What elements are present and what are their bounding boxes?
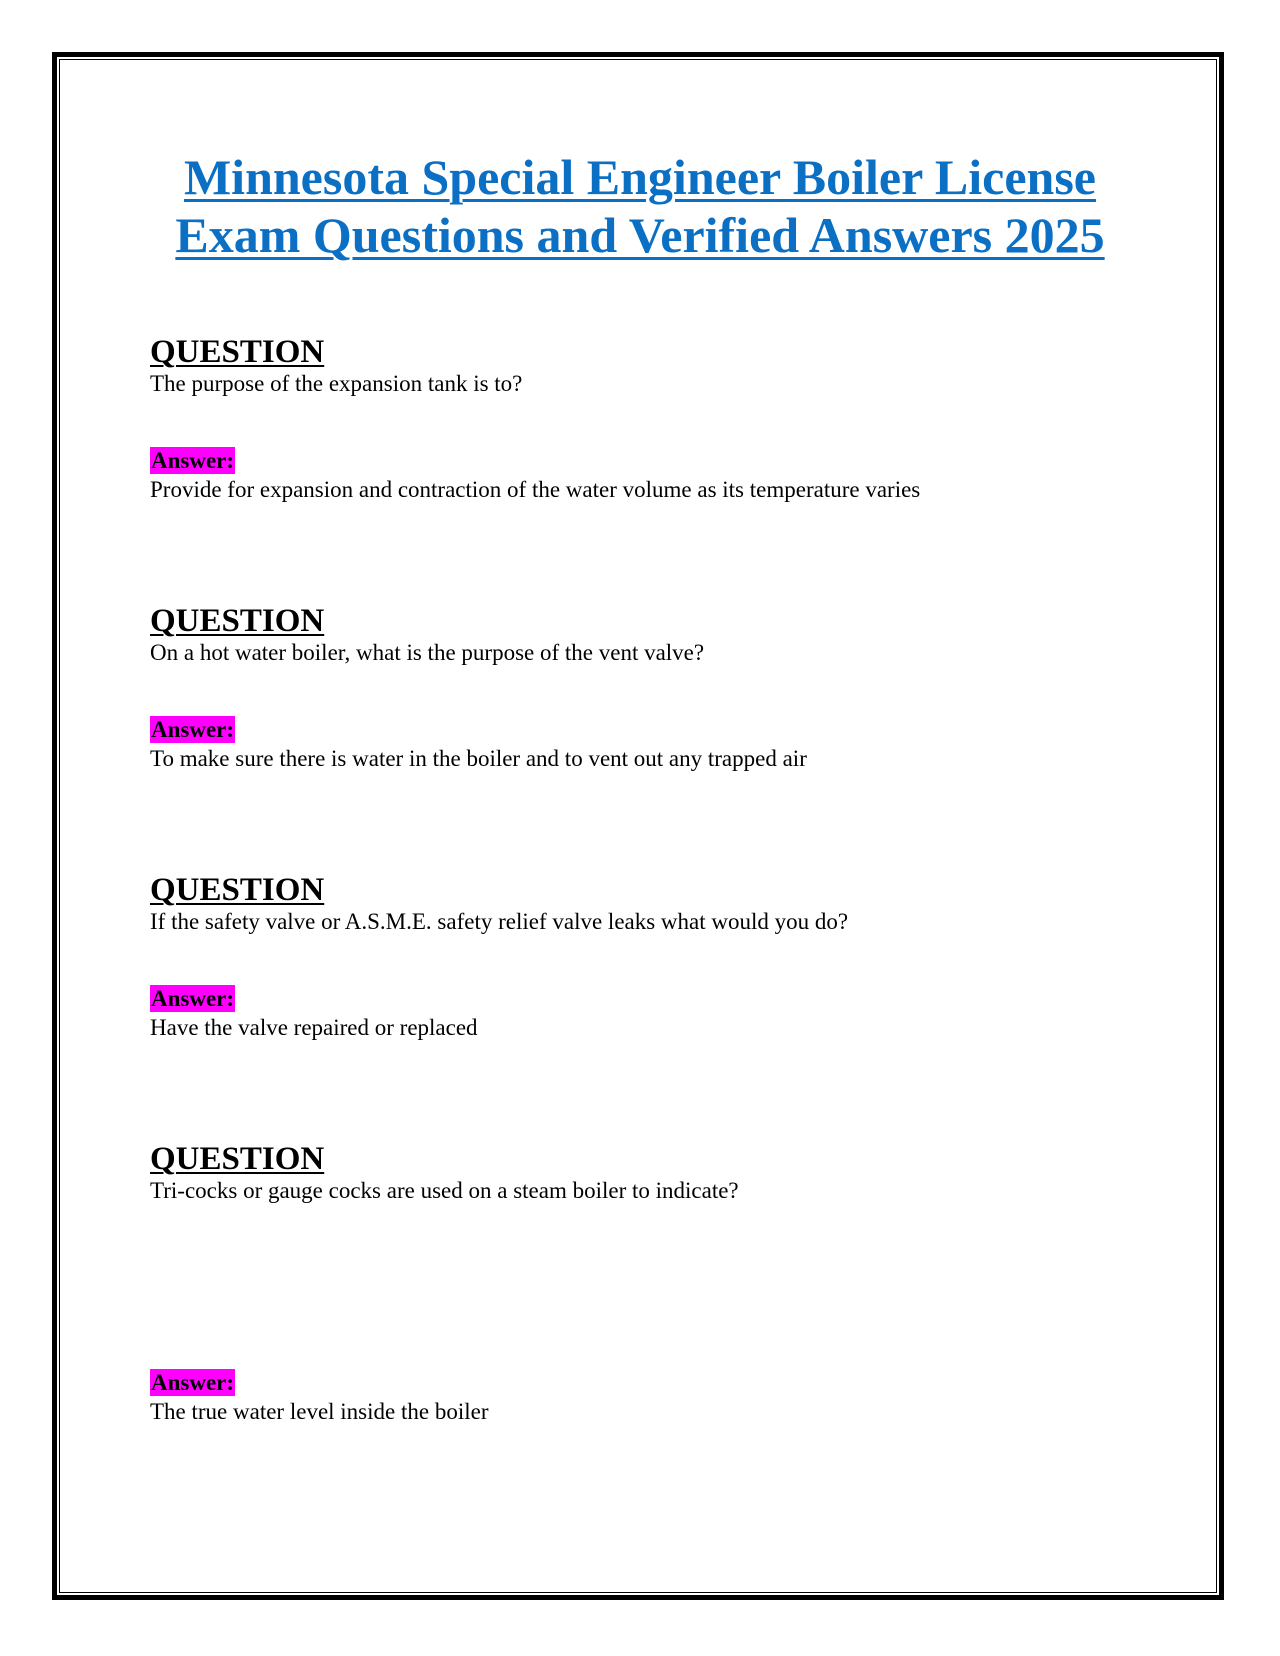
answer-block-4: [150, 1369, 1180, 1426]
question-text-1: The purpose of the expansion tank is to?: [150, 371, 523, 396]
answer-label: Answer:: [151, 448, 235, 473]
question-block-2: [150, 603, 1180, 667]
title-line-1: Minnesota Special Engineer Boiler License: [183, 149, 1096, 205]
answer-text-3: Have the valve repaired or replaced: [150, 1015, 478, 1040]
answer-label: Answer:: [151, 1370, 235, 1395]
answer-text-2: To make sure there is water in the boiler and to vent out any trapped air: [150, 746, 807, 771]
question-text-3: If the safety valve or A.S.M.E. safety relief valve leaks what would you do?: [150, 909, 849, 934]
question-text-4: Tri-cocks or gauge cocks are used on a steam boiler to indicate?: [150, 1178, 739, 1203]
answer-text-1: Provide for expansion and contraction of the water volume as its temperature varies: [150, 477, 921, 502]
question-label: QUESTION: [150, 872, 325, 908]
answer-label: Answer:: [151, 717, 235, 742]
document-title: [90, 148, 1190, 264]
title-line-2: Exam Questions and Verified Answers 2025: [175, 207, 1105, 263]
answer-text-4: The true water level inside the boiler: [150, 1399, 489, 1424]
answer-block-1: [150, 447, 1180, 504]
answer-block-3: [150, 985, 1180, 1042]
question-text-2: On a hot water boiler, what is the purpose of the vent valve?: [150, 640, 705, 665]
question-block-3: [150, 872, 1180, 936]
question-block-4: [150, 1141, 1180, 1205]
question-label: QUESTION: [150, 603, 325, 639]
answer-block-2: [150, 716, 1180, 773]
question-block-1: [150, 334, 1180, 398]
question-label: QUESTION: [150, 1141, 325, 1177]
question-label: QUESTION: [150, 334, 325, 370]
answer-label: Answer:: [151, 986, 235, 1011]
page-border-inner: [59, 59, 1217, 1593]
